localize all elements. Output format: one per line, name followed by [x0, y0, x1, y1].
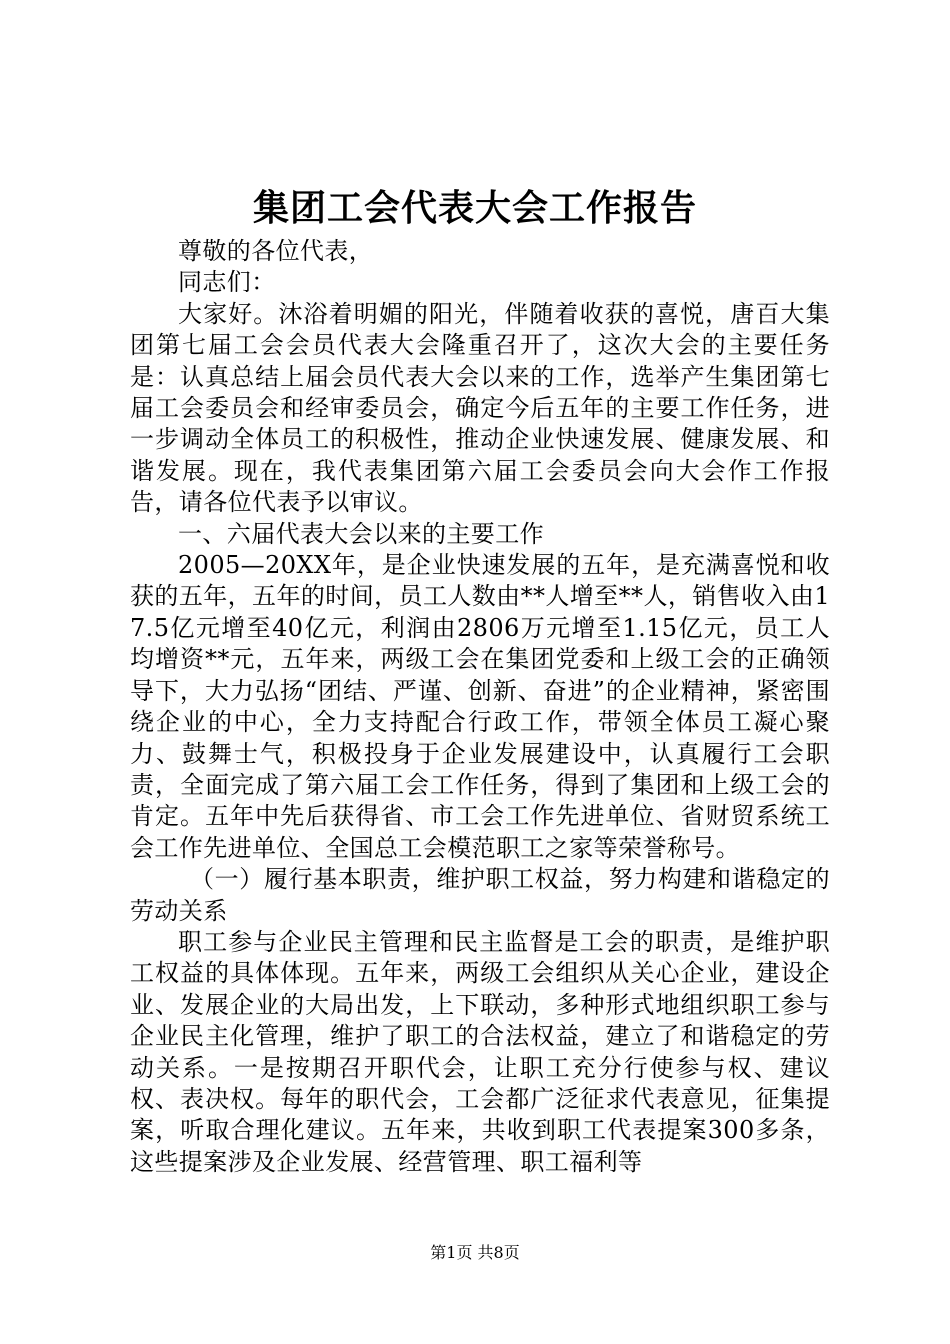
body-paragraph: 2005—20XX年，是企业快速发展的五年，是充满喜悦和收获的五年，五年的时间，员工人数由**人增至**人，销售收入由17.5亿元增至40亿元，利润由2806万元增至1.15亿元，员工人均增资**元，五年来，两级工会在集团党委和上级工会的正确领导下，大力弘扬“团结、严谨、创新、奋进”的企业精神，紧密围绕企业的中心，全力支持配合行政工作，带领全体员工凝心聚力、鼓舞士气，积极投身于企业发展建设中，认真履行工会职责，全面完成了第六届工会工作任务，得到了集团和上级工会的肯定。五年中先后获得省、市工会工作先进单位、省财贸系统工会工作先进单位、全国总工会模范职工之家等荣誉称号。	[130, 551, 830, 862]
subsection-heading: （一）履行基本职责，维护职工权益，努力构建和谐稳定的劳动关系	[130, 865, 830, 925]
section-heading: 一、六届代表大会以来的主要工作	[178, 519, 544, 548]
body-paragraph: 职工参与企业民主管理和民主监督是工会的职责，是维护职工权益的具体体现。五年来，两级工会组织从关心企业，建设企业、发展企业的大局出发，上下联动，多种形式地组织职工参与企业民主化管理，维护了职工的合法权益，建立了和谐稳定的劳动关系。一是按期召开职代会，让职工充分行使参与权、建议权、表决权。每年的职代会，工会都广泛征求代表意见，征集提案，听取合理化建议。五年来，共收到职工代表提案300多条，这些提案涉及企业发展、经营管理、职工福利等	[130, 927, 830, 1176]
intro-paragraph: 大家好。沐浴着明媚的阳光，伴随着收获的喜悦，唐百大集团第七届工会会员代表大会隆重召开了，这次大会的主要任务是：认真总结上届会员代表大会以来的工作，选举产生集团第七届工会委员会和经审委员会，确定今后五年的主要工作任务，进一步调动全体员工的积极性，推动企业快速发展、健康发展、和谐发展。现在，我代表集团第六届工会委员会向大会作工作报告，请各位代表予以审议。	[130, 299, 830, 517]
document-body	[130, 236, 830, 1178]
document-title: 集团工会代表大会工作报告	[252, 187, 697, 229]
greeting-paragraph: 同志们：	[178, 268, 276, 297]
page-footer: 第1页 共8页	[430, 1243, 520, 1262]
salutation-paragraph: 尊敬的各位代表，	[178, 237, 374, 265]
